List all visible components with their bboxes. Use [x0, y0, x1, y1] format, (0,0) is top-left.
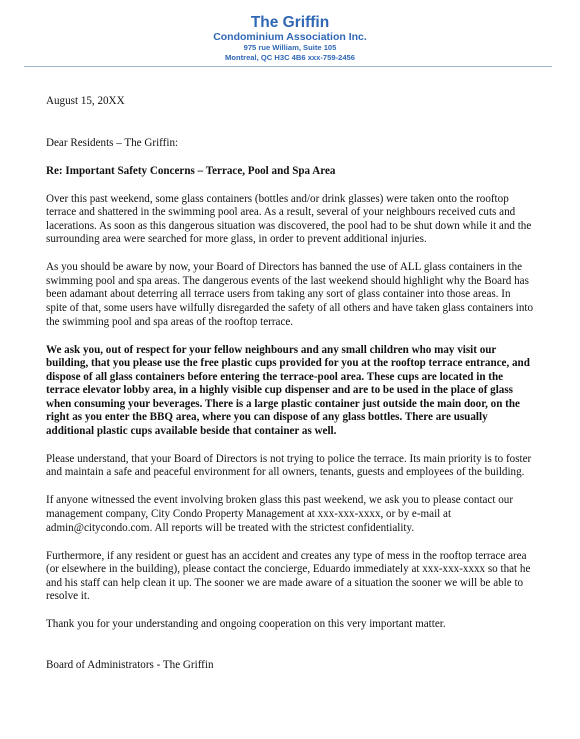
- paragraph-glass-ban: As you should be aware by now, your Board of Directors has banned the use of ALL glass containers in the swimming pool and spa areas. The dangerous events of the last weekend should highlight why the Board has been adamant about deterring all terrace users from taking any sort of glass container into those areas. In spite of that, some users have wilfully disregarded the safety of all others and have taken glass containers into the swimming pool and spa areas of the rooftop terrace.: [46, 261, 534, 328]
- signoff: Board of Administrators - The Griffin: [46, 658, 214, 671]
- salutation: Dear Residents – The Griffin:: [46, 136, 179, 149]
- letter-body: [46, 95, 534, 687]
- paragraph-witness-contact: If anyone witnessed the event involving broken glass this past weekend, we ask you to please contact our management company, City Condo Property Management at xxx-xxx-xxxx, or by e-mail at admin@citycondo.com. All reports will be treated with the strictest confidentiality.: [46, 494, 514, 534]
- letterhead: [0, 14, 580, 63]
- organization-name: The Griffin: [250, 14, 330, 31]
- subject-line: Re: Important Safety Concerns – Terrace, Pool and Spa Area: [46, 164, 336, 177]
- paragraph-concierge: Furthermore, if any resident or guest has an accident and creates any type of mess in the rooftop terrace area (or elsewhere in the building), please contact the concierge, Eduardo immediately at xxx-xxx-xxxx so that he and his staff can help clean it up. The sooner we are made aware of a situation the sooner we will be able to resolve it.: [46, 549, 531, 603]
- address-line-2: Montreal, QC H3C 4B6 xxx-759-2456: [225, 53, 355, 62]
- paragraph-board-priority: Please understand, that your Board of Directors is not trying to police the terrace. Its main priority is to foster and maintain a safe and peaceful environment for all owners, tenants, guests and employees of the building.: [46, 452, 532, 479]
- paragraph-thanks: Thank you for your understanding and ongoing cooperation on this very important matter.: [46, 618, 446, 631]
- paragraph-request: We ask you, out of respect for your fellow neighbours and any small children who may visit our building, that you please use the free plastic cups provided for you at the rooftop terrace entrance, and dispose of all glass containers before entering the terrace-pool area. These cups are located in the terrace elevator lobby area, in a highly visible cup dispenser and are to be used in the place of glass when consuming your beverages. There is a large plastic container just outside the main door, on the right as you enter the BBQ area, where you can dispose of any glass bottles. There are usually additional plastic cups available beside that container as well.: [46, 343, 530, 437]
- letter-date: August 15, 20XX: [46, 95, 125, 107]
- organization-subtitle: Condominium Association Inc.: [213, 31, 367, 43]
- paragraph-incident: Over this past weekend, some glass containers (bottles and/or drink glasses) were taken onto the rooftop terrace and shattered in the swimming pool area. As a result, several of your neighbours received cuts and lacerations. As soon as this dangerous situation was discovered, the pool had to be shut down while it and the surrounding area were searched for more glass, in order to prevent additional injuries.: [46, 192, 532, 246]
- letterhead-divider: [24, 66, 552, 67]
- address-line-1: 975 rue William, Suite 105: [243, 43, 337, 52]
